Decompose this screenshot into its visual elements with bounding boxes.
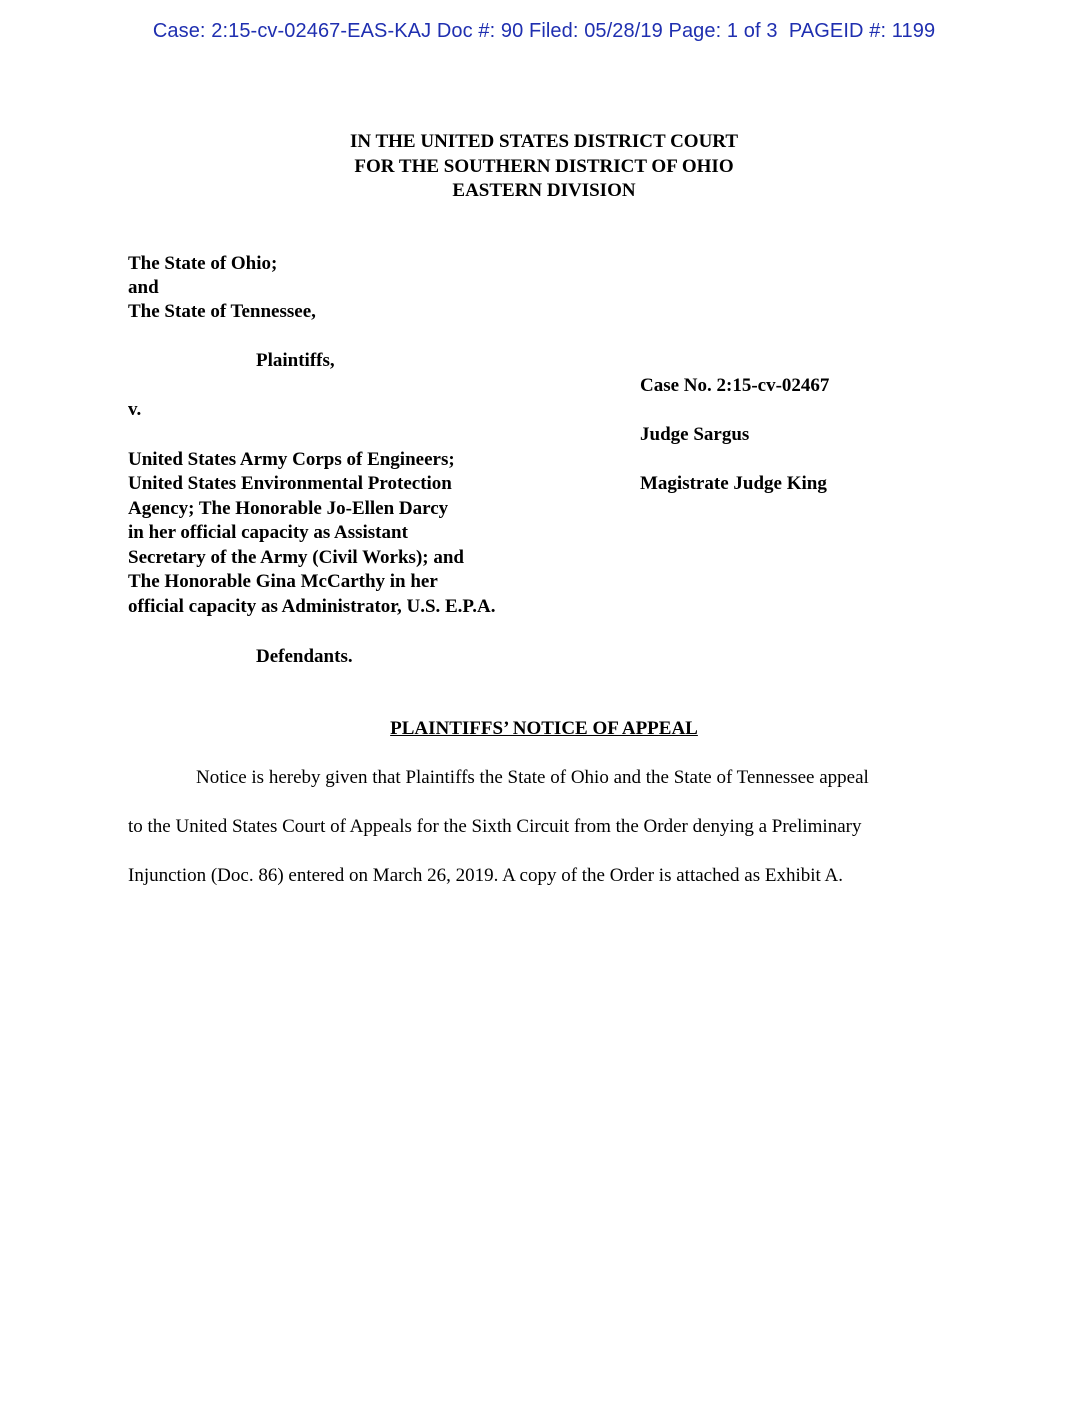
defendant-line-2: United States Environmental Protection xyxy=(128,473,452,494)
document-title: PLAINTIFFS’ NOTICE OF APPEAL xyxy=(390,718,698,739)
defendant-line-4: in her official capacity as Assistant xyxy=(128,522,408,543)
plaintiffs-label: Plaintiffs, xyxy=(256,350,335,371)
versus: v. xyxy=(128,399,142,420)
body-line-2: to the United States Court of Appeals for the Sixth Circuit from the Order denying a Preliminary xyxy=(128,816,862,837)
plaintiff-line-2: and xyxy=(128,277,159,298)
case-number: Case No. 2:15-cv-02467 xyxy=(640,375,830,396)
court-heading xyxy=(0,130,1088,204)
defendant-line-1: United States Army Corps of Engineers; xyxy=(128,449,455,470)
court-heading-line-2: FOR THE SOUTHERN DISTRICT OF OHIO xyxy=(354,155,734,177)
defendant-line-7: official capacity as Administrator, U.S. E.P.A. xyxy=(128,596,496,617)
defendant-line-6: The Honorable Gina McCarthy in her xyxy=(128,571,438,592)
body-line-1: Notice is hereby given that Plaintiffs the State of Ohio and the State of Tennessee appeal xyxy=(196,767,869,788)
court-heading-line-3: EASTERN DIVISION xyxy=(452,180,636,201)
judge-name: Judge Sargus xyxy=(640,424,750,445)
magistrate-judge-name: Magistrate Judge King xyxy=(640,473,827,494)
docket-header-stamp: Case: 2:15-cv-02467-EAS-KAJ Doc #: 90 Filed: 05/28/19 Page: 1 of 3 PAGEID #: 1199 xyxy=(152,20,936,42)
defendants-label: Defendants. xyxy=(256,646,353,667)
defendant-line-3: Agency; The Honorable Jo-Ellen Darcy xyxy=(128,498,449,519)
defendant-line-5: Secretary of the Army (Civil Works); and xyxy=(128,547,464,568)
plaintiff-line-3: The State of Tennessee, xyxy=(128,301,316,322)
court-heading-line-1: IN THE UNITED STATES DISTRICT COURT xyxy=(349,131,739,152)
body-line-3: Injunction (Doc. 86) entered on March 26, 2019. A copy of the Order is attached as Exhibit A. xyxy=(128,865,843,886)
plaintiff-line-1: The State of Ohio; xyxy=(128,253,278,274)
